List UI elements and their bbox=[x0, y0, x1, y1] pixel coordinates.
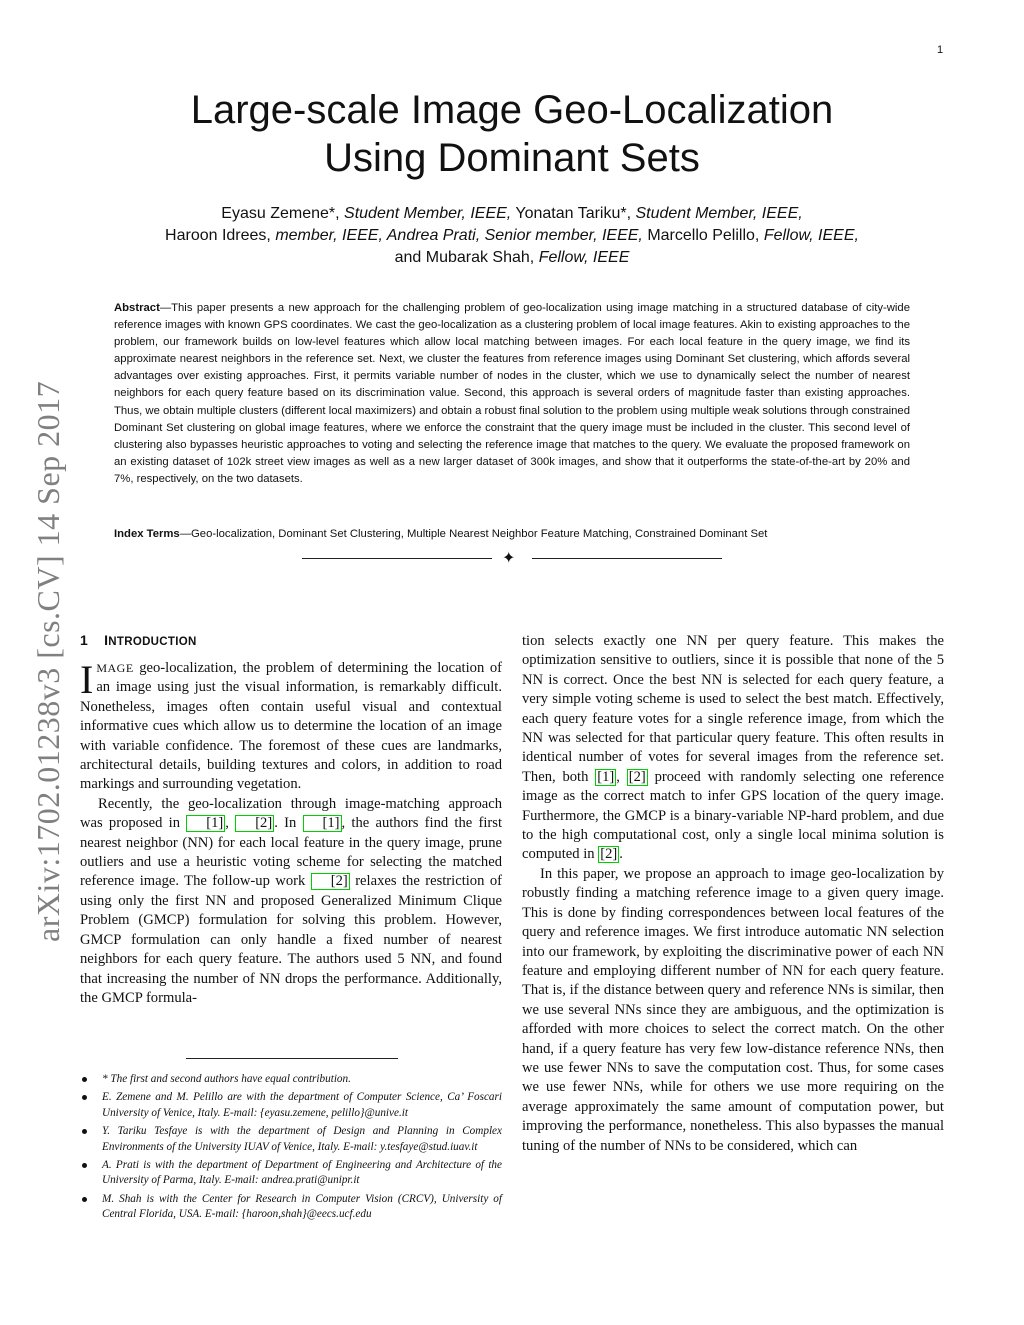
author-line-2: Haroon Idrees, member, IEEE, Andrea Prati, Senior member, IEEE, Marcello Pelillo, Fellow, IEEE, bbox=[165, 227, 859, 244]
paper-title bbox=[120, 86, 904, 182]
section-number: 1 bbox=[80, 632, 89, 648]
index-terms-text: —Geo-localization, Dominant Set Clustering, Multiple Nearest Neighbor Feature Matching, Constrained Dominant Set bbox=[179, 528, 768, 540]
footnote-item: Y. Tariku Tesfaye is with the department of Design and Planning in Complex Environments of the University IUAV of Venice, Italy. E-mail: y.tesfaye@stud.iuav.it bbox=[80, 1124, 502, 1155]
citation-link[interactable]: [2] bbox=[628, 768, 646, 785]
separator-diamond-icon: ✦ bbox=[502, 548, 516, 567]
intro-paragraph-3: tion selects exactly one NN per query feature. This makes the optimization sensitive to outliers, since it is possible that none of the 5 NN is correct. Once the best NN is selected for each query feature, a very simple voting scheme is used to select the best match. Effectively, each query feature votes for a single reference image, from which the NN was selected for that particular query feature. This often results in identical number of votes for several images from the reference set. Then, both [1] , [2] proceed with randomly selecting one reference image as the correct match to infer GPS location of the query image. Furthermore, the GMCP is a binary-variable NP-hard problem, and due to the high computational cost, only a single local minima solution is computed in [2] . bbox=[522, 633, 944, 863]
separator-line-left bbox=[302, 558, 492, 559]
section-heading-introduction: 1 INTRODUCTION bbox=[80, 632, 197, 648]
abstract-label: Abstract bbox=[114, 302, 160, 314]
page-number: 1 bbox=[937, 44, 944, 56]
citation-link[interactable]: [1] bbox=[186, 815, 225, 832]
citation-link[interactable]: [2] bbox=[600, 846, 618, 863]
author-line-3: and Mubarak Shah, Fellow, IEEE bbox=[394, 249, 630, 266]
drop-cap: I bbox=[80, 657, 94, 702]
intro-paragraph-1: IMAGE geo-localization, the problem of determining the location of an image using just the visual information, is remarkably difficult. Nonetheless, images often contain useful visual and contextual informative cues which allow us to determine the location of an image with variable confidence. The foremost of these cues are landmarks, architectural details, building textures and colors, in addition to road markings and surrounding vegetation. bbox=[80, 657, 502, 793]
right-column bbox=[522, 632, 944, 1156]
abstract-text: —This paper presents a new approach for the challenging problem of geo-localization using image matching in a structured database of city-wide reference images with known GPS coordinates. We cast the geo-localization as a clustering problem of local image features. Akin to existing approaches to the problem, our framework builds on low-level features which allow local matching between images. For each local feature in the query image, we find its approximate nearest neighbors in the reference set. Next, we cluster the features from reference images using Dominant Set clustering, which affords several advantages over existing approaches. First, it permits variable number of nodes in the cluster, which we use to dynamically select the number of nearest neighbors for each query feature based on its discrimination value. Second, this approach is several orders of magnitude faster than existing approaches. Thus, we obtain multiple clusters (different local maximizers) and obtain a robust final solution to the problem using multiple weak solutions through constrained Dominant Set clustering on global image features, where we enforce the constraint that the query image must be included in the cluster. This second level of clustering also bypasses heuristic approaches to voting and selecting the reference image that matches to the query. We evaluate the proposed framework on an existing dataset of 102k street view images as well as a new larger dataset of 300k images, and show that it outperforms the state-of-the-art by 20% and 7%, respectively, on the two datasets. bbox=[114, 302, 910, 485]
citation-link[interactable]: [2] bbox=[311, 873, 350, 890]
title-line-1: Large-scale Image Geo-Localization bbox=[190, 88, 834, 132]
left-column bbox=[80, 659, 502, 1008]
citation-link[interactable]: [2] bbox=[235, 815, 274, 832]
author-list bbox=[100, 203, 924, 269]
citation-link[interactable]: [1] bbox=[303, 815, 342, 832]
abstract bbox=[114, 300, 910, 488]
index-terms bbox=[114, 526, 910, 543]
footnote-item: M. Shah is with the Center for Research in Computer Vision (CRCV), University of Central Florida, USA. E-mail: {haroon,shah}@eecs.ucf.edu bbox=[80, 1192, 502, 1223]
footnote-item: * The first and second authors have equal contribution. bbox=[80, 1072, 502, 1087]
title-line-2: Using Dominant Sets bbox=[324, 136, 700, 180]
intro-paragraph-2: Recently, the geo-localization through image-matching approach was proposed in [1] , [2] . In [1] , the authors find the first nearest neighbor (NN) for each local feature in the query image, prune outliers and use a heuristic voting scheme for selecting the matched reference image. The follow-up work [2] relaxes the restriction of using only the first NN and proposed Generalized Minimum Clique Problem (GMCP) formulation for solving this problem. However, GMCP formulation can only handle a fixed number of nearest neighbors for each query feature. The authors used 5 NN, and found that increasing the number of NN drops the performance. Additionally, the GMCP formula- bbox=[80, 795, 502, 1006]
separator-line-right bbox=[532, 558, 722, 559]
footnote-rule bbox=[186, 1058, 398, 1059]
intro-paragraph-4: In this paper, we propose an approach to image geo-localization by robustly finding a matching reference image to a given query image. This is done by finding correspondences between local features of the query and reference images. We first introduce automatic NN selection into our framework, by exploiting the discriminative power of each NN feature and employing different number of NN for each query feature. That is, if the distance between query and reference NNs is similar, then we use several NNs since they are ambiguous, and the optimization is afforded with more choices to select the correct match. On the other hand, if a query feature has very few low-distance reference NNs, then we use fewer NNs to save the computation cost. Thus, for some cases we use fewer NNs, while for others we use more requiring on the average approximately the same amount of computation power, but improving the performance, nonetheless. This also bypasses the manual tuning of the number of NNs to be considered, which can bbox=[522, 865, 944, 1154]
footnote-item: A. Prati is with the department of Department of Engineering and Architecture of the University of Parma, Italy. E-mail: andrea.prati@unipr.it bbox=[80, 1158, 502, 1189]
footnotes bbox=[80, 1072, 502, 1226]
index-terms-label: Index Terms bbox=[114, 528, 180, 540]
arxiv-identifier[interactable]: arXiv:1702.01238v3 [cs.CV] 14 Sep 2017 bbox=[30, 380, 66, 942]
author-line-1: Eyasu Zemene*, Student Member, IEEE, Yonatan Tariku*, Student Member, IEEE, bbox=[221, 205, 803, 222]
footnote-item: E. Zemene and M. Pelillo are with the department of Computer Science, Ca’ Foscari University of Venice, Italy. E-mail: {eyasu.zemene, pelillo}@unive.it bbox=[80, 1090, 502, 1121]
citation-link[interactable]: [1] bbox=[597, 768, 615, 785]
